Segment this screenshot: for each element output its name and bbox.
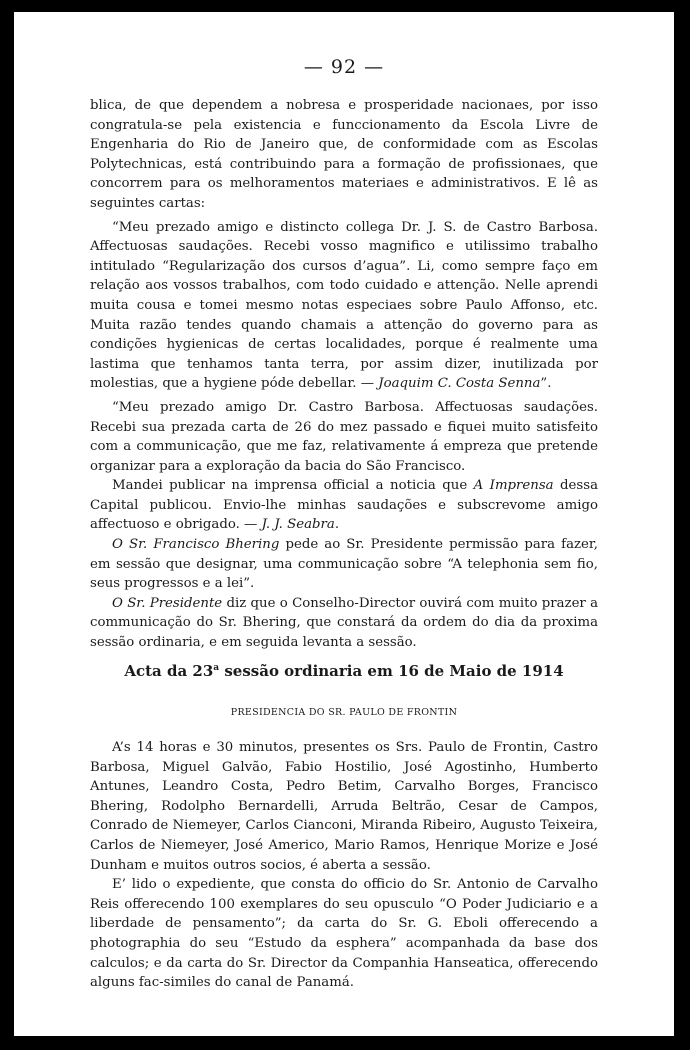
- paragraph-expediente: E’ lido o expediente, que consta do officio do Sr. Antonio de Carvalho Reis offerecendo 100 exemplares do seu opusculo “O Poder Judiciario e a liberdade de pensamento”; da carta do Sr. G. Eboli offerecendo a photographia do seu “Estudo da esphera” acompanhada da base dos calculos; e da carta do Sr. Director da Companhia Hanseatica, offerecendo alguns fac-similes do canal de Panamá.: [90, 877, 598, 991]
- letter-seabra-end: .: [334, 517, 340, 533]
- letter-seabra-text-b: dessa Capital publicou. Envio-lhe minhas saudações e subscrevome amigo affectuoso e obrigado. —: [90, 478, 599, 533]
- letter-costa-senna-closing: ”.: [540, 376, 552, 392]
- letter-costa-senna-body: “Meu prezado amigo e distincto collega Dr. J. S. de Castro Barbosa. Affectuosas saudações. Recebi vosso magnifico e utilissimo trabalho intitulado “Regularização dos cursos d’agua”. Li, como sempre faço em relação aos vossos trabalhos, com todo cuidado e attenção. Nelle aprendi muita cousa e tomei mesmo notas especiaes sobre Paulo Affonso, etc. Muita razão tendes quando chamais a attenção do governo para as condições hygienicas de certas localidades, porque é realmente uma lastima que tenhamos tanta terra, por assim dizer, inutilizada por molestias, que a hygiene póde debellar. —: [90, 219, 598, 392]
- letter-seabra-part2: [90, 476, 598, 535]
- acta-text-block: [90, 738, 598, 993]
- bhering-text: pede ao Sr. Presidente permissão para fazer, em sessão que designar, uma communicação sobre “A telephonia sem fio, seus progressos e a lei”.: [90, 537, 599, 592]
- letter-costa-senna: [90, 218, 598, 394]
- acta-heading-sup: a: [213, 663, 220, 673]
- acta-heading-prefix: Acta da 23: [124, 662, 214, 680]
- paragraph-attendance: A’s 14 horas e 30 minutos, presentes os Srs. Paulo de Frontin, Castro Barbosa, Miguel Galvão, Fabio Hostilio, José Agostinho, Humberto Antunes, Leandro Costa, Pedro Betim, Carvalho Borges, Francisco Bhering, Rodolpho Bernardelli, Arruda Beltrão, Cesar de Campos, Conrado de Niemeyer, Carlos Cianconi, Miranda Ribeiro, Augusto Teixeira, Carlos de Niemeyer, José Americo, Mario Ramos, Henrique Morize e José Dunham e muitos outros socios, é aberta a sessão.: [90, 740, 598, 873]
- paragraph-escola-livre: blica, de que dependem a nobresa e prosperidade nacionaes, por isso congratula-se pela existencia e funccionamento da Escola Livre de Engenharia do Rio de Janeiro que, de conformidade com as Escolas Polytechnicas, está contribuindo para a formação de profissionaes, que concorrem para os melhoramentos materiaes e administrativos. E lê as seguintes cartas:: [90, 98, 598, 211]
- letter-costa-senna-signature: Joaquim C. Costa Senna: [378, 376, 541, 392]
- letter-seabra-text-a: Mandei publicar na imprensa official a noticia que: [112, 478, 468, 494]
- page-number: — 92 —: [303, 56, 385, 78]
- letter-seabra-signature: J. J. Seabra: [261, 517, 335, 533]
- acta-heading: [14, 662, 674, 680]
- letter-seabra-part1: “Meu prezado amigo Dr. Castro Barbosa. Affectuosas saudações. Recebi sua prezada carta de 26 do mez passado e fiquei muito satisfeito com a communicação, que me faz, relativamente á empreza que pretende organizar para a exploração da bacia do São Francisco.: [90, 399, 598, 474]
- bhering-lead: O Sr.: [112, 537, 148, 553]
- presidente-text: diz que o Conselho-Director ouvirá com muito prazer a communicação do Sr. Bhering, que constará da ordem do dia da proxima sessão ordinaria, e em seguida levanta a sessão.: [90, 595, 599, 651]
- paragraph-bhering-request: [90, 535, 598, 594]
- presidencia-subheading: PRESIDENCIA DO SR. PAULO DE FRONTIN: [230, 707, 458, 718]
- paragraph-presidente: [90, 594, 598, 653]
- presidente-lead: O Sr.: [112, 595, 146, 611]
- document-page: [14, 12, 674, 1036]
- presidente-name: Presidente: [149, 595, 223, 611]
- newspaper-title: A Imprensa: [473, 478, 554, 494]
- session-text-block: [90, 96, 598, 653]
- bhering-name: Francisco Bhering: [153, 537, 280, 553]
- acta-heading-suffix: sessão ordinaria em 16 de Maio de 1914: [224, 662, 564, 680]
